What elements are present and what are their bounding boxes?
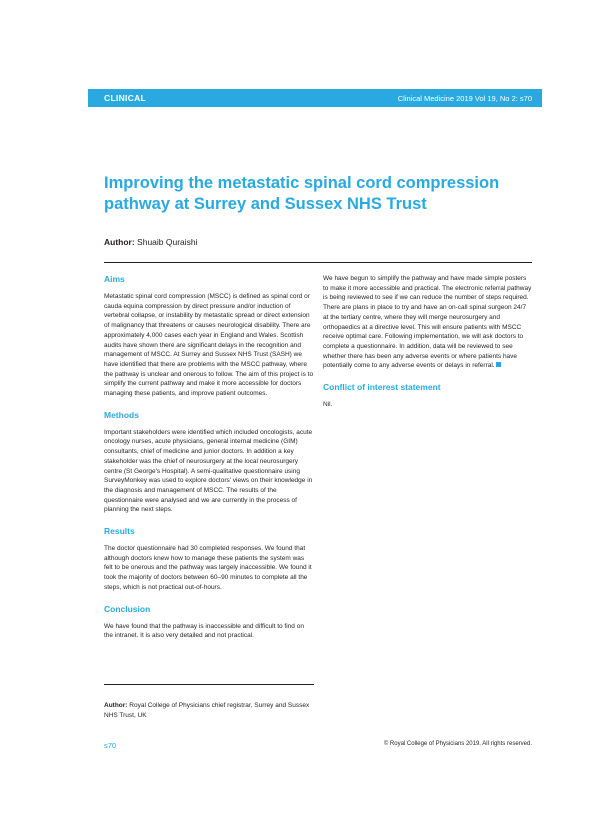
aims-heading: Aims <box>104 274 125 284</box>
aims-text: Metastatic spinal cord compression (MSCC) is defined as spinal cord or cauda equina compression by direct pressure and/or induction of vertebral collapse, or instability by metastatic spread or direct extension of malignancy that threatens or causes neurological disability. There are approximately 4,000 cases each year in England and Wales. Scottish audits have shown there are significant delays in the recognition and management of MSCC. At Surrey and Sussex NHS Trust (SASH) we have identified that there are problems with the MSCC pathway, where the pathway is unclear and onerous to follow. The aim of this project is to simplify the current pathway and make it more accessible for doctors managing these patients, and improve patient outcomes. <box>104 293 314 398</box>
left-column <box>104 274 314 652</box>
methods-heading: Methods <box>104 409 139 420</box>
conclusion-continued-text: We have begun to simplify the pathway and have made simple posters to make it more accessible and practical. The electronic referral pathway is being reviewed to see if we can reduce the number of steps required. There are plans in place to try and have an on-call spinal surgeon 24/7 at the tertiary centre, where they will merge neurosurgery and orthopaedics at a directive level. This will ensure patients with MSCC receive optimal care. Following implementation, we will ask doctors to complete a questionnaire. In addition, data will be reviewed to see whether there has been any adverse events or where patients have potentially come to any adverse events or delays in referral. <box>323 275 532 370</box>
author-name: Shuaib Quraishi <box>134 237 198 247</box>
author-label: Author: <box>104 237 135 247</box>
conclusion-heading: Conclusion <box>104 603 151 614</box>
conflict-heading: Conflict of interest statement <box>323 382 441 393</box>
methods-text: Important stakeholders were identified which included oncologists, acute oncology nurses, acute physicians, general internal medicine (GIM) consultants, chief of medicine and junior doctors. In addition a key stakeholder was the chief of neurosurgery at the local neurosurgery centre (St George's Hospital). A semi-qualitative questionnaire using SurveyMonkey was used to explore doctors' views on their knowledge in the diagnosis and management of MSCC. The results of the questionnaire were analysed and we are currently in the process of planning the next steps. <box>104 428 313 514</box>
journal-reference: Clinical Medicine 2019 Vol 19, No 2: s70 <box>397 93 532 103</box>
copyright-notice: © Royal College of Physicians 2019. All rights reserved. <box>383 741 532 747</box>
conclusion-text: We have found that the pathway is inaccessible and difficult to find on the intranet. It is also very detailed and not practical. <box>104 622 304 640</box>
section-label: CLINICAL <box>104 93 147 103</box>
top-divider <box>104 262 532 263</box>
header-banner <box>88 89 542 107</box>
conclusion-continued <box>323 274 533 371</box>
article-title: Improving the metastatic spinal cord compression pathway at Surrey and Sussex NHS Trust <box>104 174 500 213</box>
author-footnote <box>104 701 314 720</box>
end-mark-icon <box>496 362 501 367</box>
results-text: The doctor questionnaire had 30 completed responses. We found that although doctors knew how to manage these patients the system was felt to be onerous and the pathway was largely inaccessible. We found it took the majority of doctors between 60–90 minutes to complete all the steps, which is not practical out-of-hours. <box>104 545 312 591</box>
conflict-text: Nil. <box>323 401 333 409</box>
footnote-text: Royal College of Physicians chief registrar, Surrey and Sussex NHS Trust, UK <box>104 702 310 719</box>
footnote-label: Author: <box>104 702 128 709</box>
right-column <box>323 274 533 421</box>
footnote-divider <box>104 684 314 685</box>
author-line <box>104 237 198 247</box>
results-heading: Results <box>104 526 135 537</box>
page-number: s70 <box>104 741 117 750</box>
